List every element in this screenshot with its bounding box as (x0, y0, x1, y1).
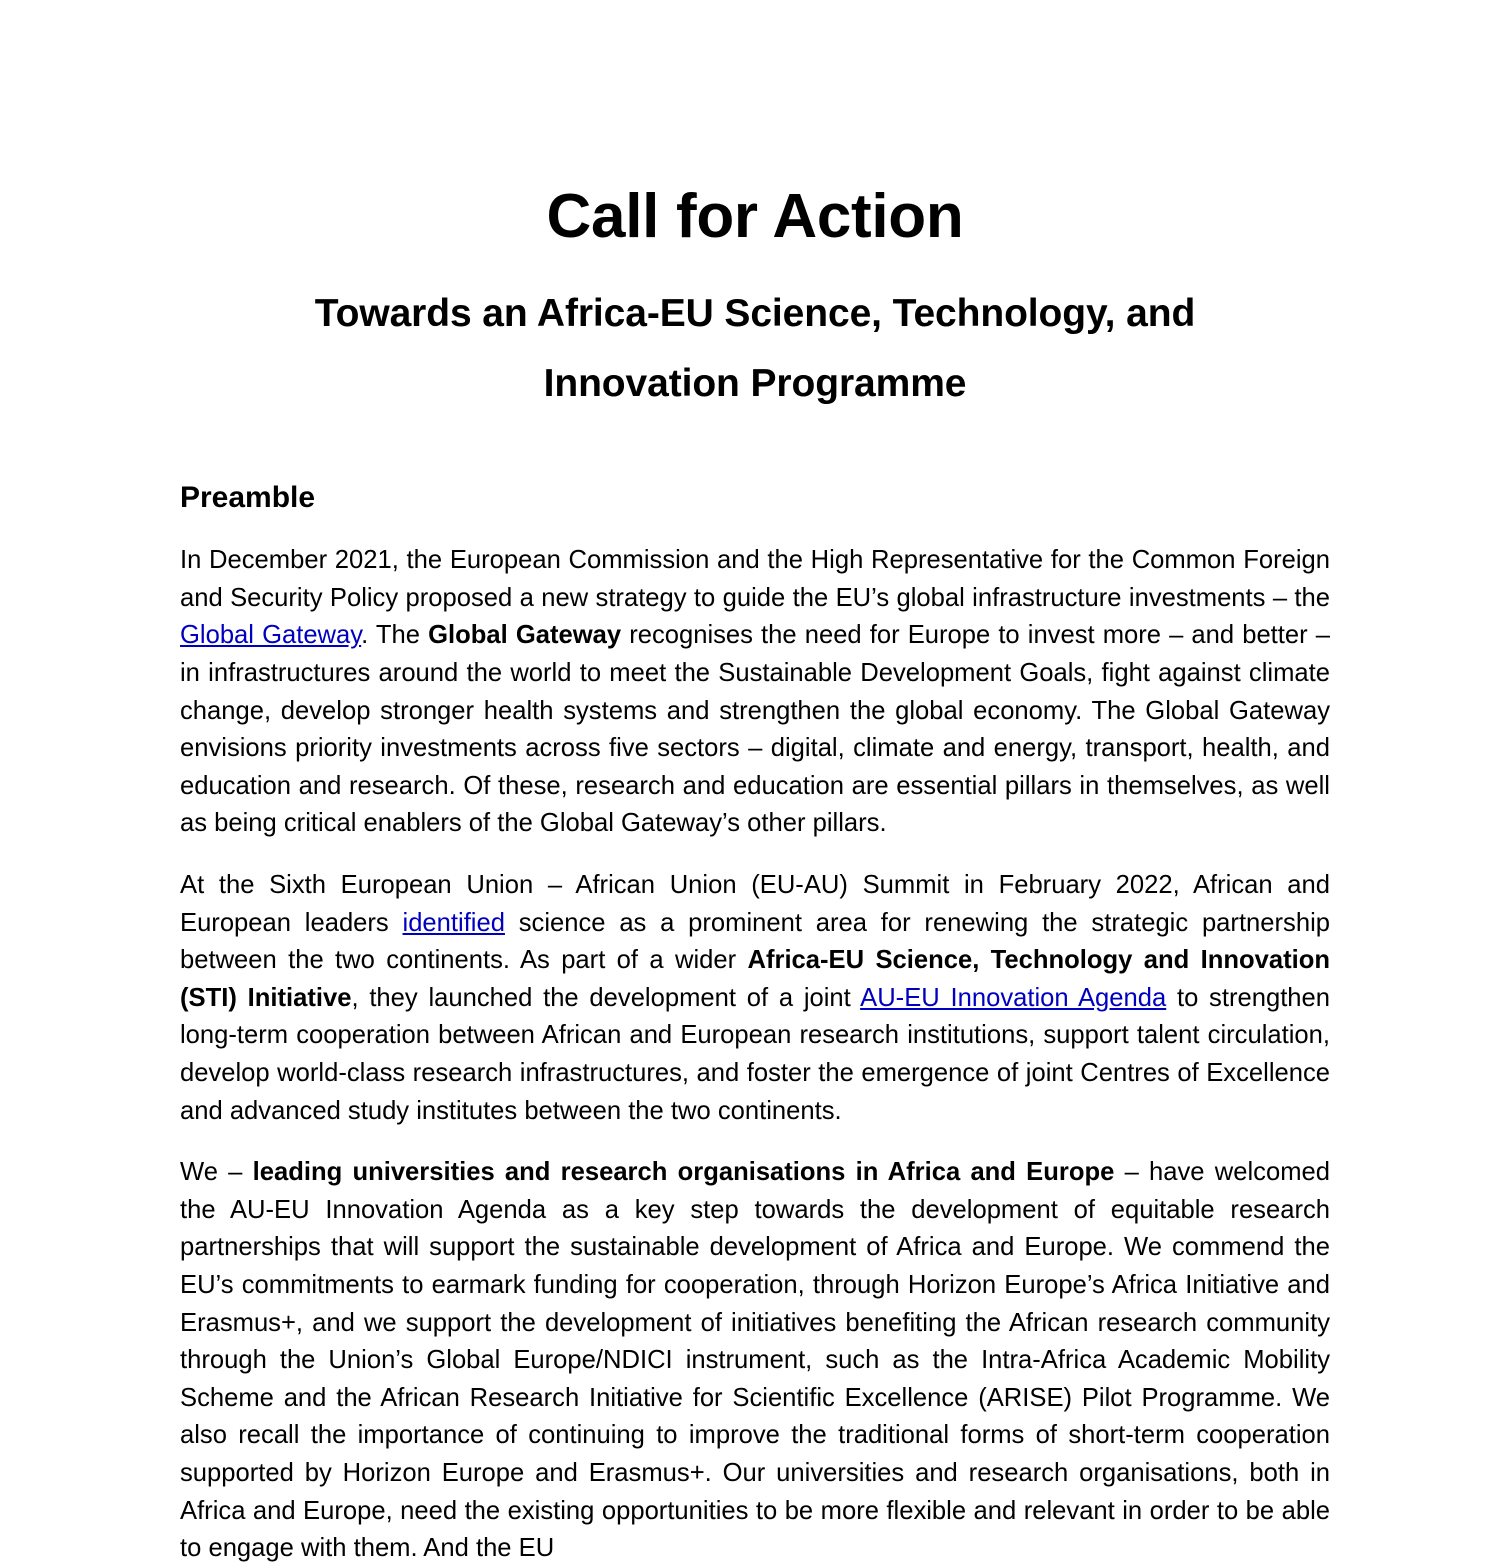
bold-text: Africa-EU Science, Technology and Innovation (STI) Initiative (180, 946, 1330, 1012)
text-run: – have welcomed the AU-EU Innovation Agenda as a key step towards the development of equitable research partnerships that will support the sustainable development of Africa and Europe. We commend the EU’s commitments to earmark funding for cooperation, through Horizon Europe’s Africa Initiative and Erasmus+, and we support the development of initiatives benefiting the African research community through the Union’s Global Europe/NDICI instrument, such as the Intra-Africa Academic Mobility Scheme and the African Research Initiative for Scientific Excellence (ARISE) Pilot Programme. We also recall the importance of continuing to improve the traditional forms of short-term cooperation supported by Horizon Europe and Erasmus+. Our universities and research organisations, both in Africa and Europe, need the existing opportunities to be more flexible and relevant in order to be able to engage with them. And the EU (180, 1158, 1330, 1563)
hyperlink[interactable]: identified (402, 908, 505, 937)
section-heading-preamble: Preamble (180, 481, 316, 515)
text-run: to strengthen long-term cooperation between African and European research institutions, support talent circulation, develop world-class research infrastructures, and foster the emergence of joint Centres of Excellence and advanced study institutes between the two continents. (180, 983, 1331, 1125)
text-run: At the Sixth European Union – African Union (EU-AU) Summit in February 2022, African and European leaders (180, 871, 1330, 937)
hyperlink[interactable]: AU-EU Innovation Agenda (860, 983, 1167, 1012)
document-subtitle: Towards an Africa-EU Science, Technology, and Innovation Programme (314, 292, 1196, 405)
bold-text: Global Gateway (428, 621, 622, 650)
paragraph-3 (180, 1154, 1330, 1568)
bold-text: leading universities and research organisations in Africa and Europe (252, 1158, 1115, 1187)
text-run: We – (180, 1158, 253, 1187)
body-text-block (180, 516, 1330, 1567)
text-run: . The (361, 621, 429, 650)
document-title: Call for Action (546, 182, 964, 251)
hyperlink[interactable]: Global Gateway (180, 621, 362, 650)
text-run: , they launched the development of a joint (351, 983, 861, 1012)
paragraph-2 (180, 867, 1330, 1130)
paragraph-1 (180, 542, 1330, 843)
text-run: recognises the need for Europe to invest more – and better – in infrastructures around the world to meet the Sustainable Development Goals, fight against climate change, develop stronger health systems and strengthen the global economy. The Global Gateway envisions priority investments across five sectors – digital, climate and energy, transport, health, and education and research. Of these, research and education are essential pillars in themselves, as well as being critical enablers of the Global Gateway’s other pillars. (180, 621, 1330, 838)
text-run: In December 2021, the European Commission and the High Representative for the Common Foreign and Security Policy proposed a new strategy to guide the EU’s global infrastructure investments – the (180, 546, 1330, 612)
text-run: science as a prominent area for renewing the strategic partnership between the two continents. As part of a wider (180, 908, 1330, 975)
